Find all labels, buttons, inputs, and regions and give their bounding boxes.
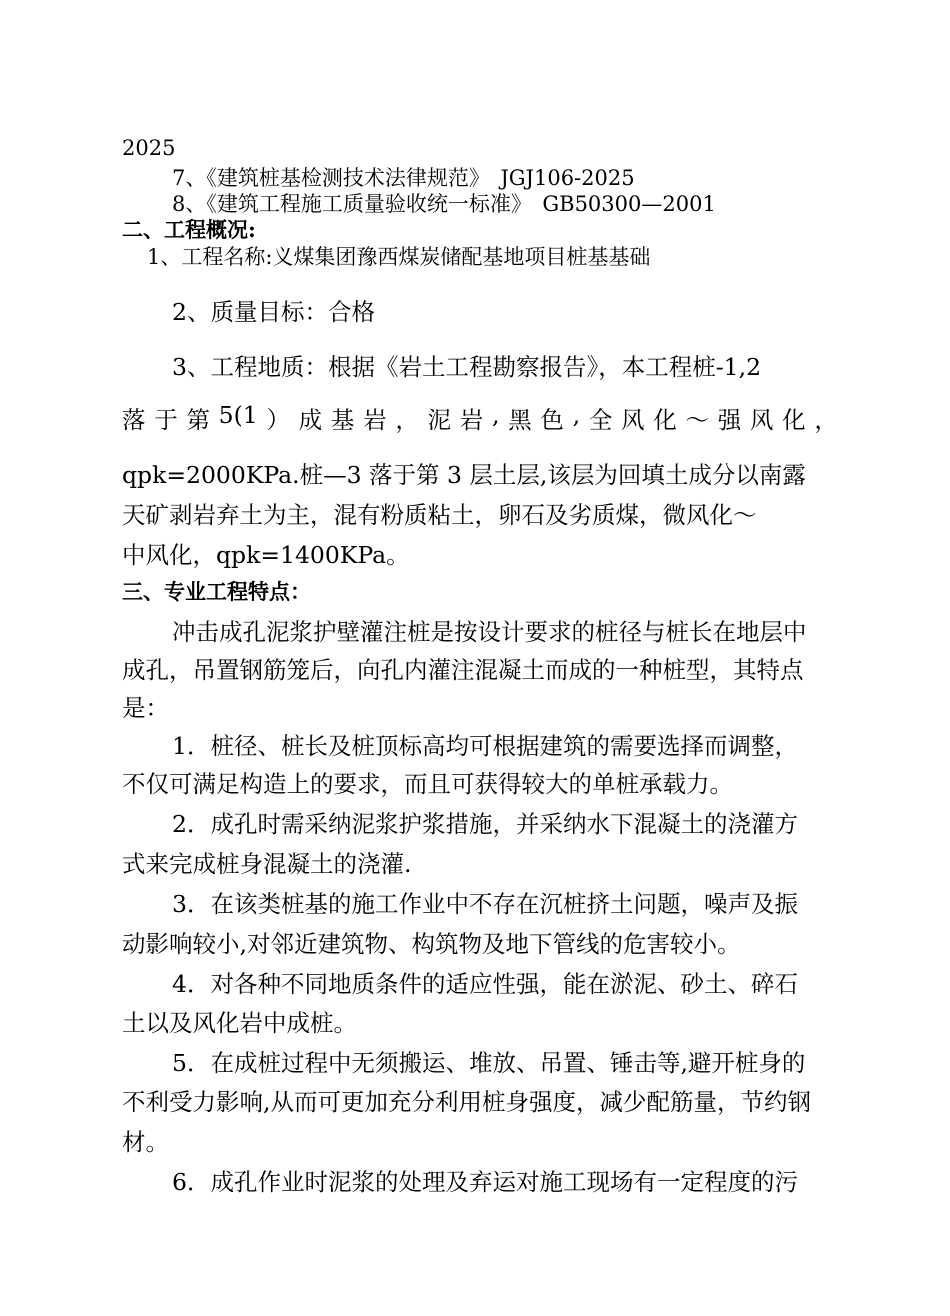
section-heading-3: 三、专业工程特点： (122, 579, 311, 604)
list-item-2-cont: 式来完成桩身混凝土的浇灌. (122, 850, 412, 878)
justified-token: ， (395, 406, 419, 434)
justified-token: 落 (122, 406, 146, 434)
justified-token: 第 (186, 406, 210, 434)
list-item-5-cont: 不利受力影响,从而可更加充分利用桩身强度，减少配筋量，节约钢 (122, 1088, 811, 1116)
text-line: 中风化，qpk=1400KPa。 (122, 541, 410, 569)
text-line: 2025 (122, 136, 176, 160)
justified-token: ， (814, 406, 838, 434)
geology-line: 3、工程地质：根据《岩土工程勘察报告》，本工程桩-1,2 (172, 353, 762, 381)
section-heading-2: 二、工程概况: (122, 217, 256, 242)
justified-token: 强 (717, 406, 742, 434)
list-item-6: 6．成孔作业时泥浆的处理及弃运对施工现场有一定程度的污 (172, 1168, 798, 1196)
list-item-2: 2．成孔时需采纳泥浆护浆措施，并采纳水下混凝土的浇灌方 (172, 810, 798, 838)
justified-token: 化 (653, 406, 677, 434)
list-item-3: 3．在该类桩基的施工作业中不存在沉桩挤土问题，噪声及振 (172, 890, 798, 918)
justified-text-line (122, 401, 838, 435)
justified-token: 成 (298, 406, 323, 434)
justified-token: 基 (330, 406, 355, 434)
list-item-5: 5．在成桩过程中无须搬运、堆放、吊置、锤击等,避开桩身的 (172, 1049, 806, 1077)
justified-token: 色 (540, 406, 564, 434)
list-item-4: 4．对各种不同地质条件的适应性强，能在淤泥、砂土、碎石 (172, 970, 798, 998)
justified-token: 5(1 (218, 401, 258, 429)
paragraph-line: 成孔，吊置钢筋笼后，向孔内灌注混凝土而成的一种桩型，其特点 (122, 656, 804, 684)
justified-token: 风 (749, 406, 774, 434)
justified-token: 风 (621, 406, 645, 434)
justified-token: 于 (154, 406, 178, 434)
quality-goal-line: 2、质量目标：合格 (172, 298, 375, 326)
justified-token: 黑 (508, 406, 532, 434)
list-item-5-cont: 材。 (122, 1128, 169, 1156)
paragraph-line: 是： (122, 694, 169, 722)
justified-token: ） (266, 406, 290, 434)
justified-token: ～ (685, 406, 709, 434)
justified-token: 岩 (363, 406, 387, 434)
reference-item-7: 7、《建筑桩基检测技术法律规范》 JGJ106-2025 (172, 166, 635, 190)
justified-token: 岩 (459, 406, 484, 434)
justified-token: 泥 (427, 406, 452, 434)
justified-token: , (491, 401, 500, 429)
justified-token: 全 (588, 406, 613, 434)
list-item-3-cont: 动影响较小,对邻近建筑物、构筑物及地下管线的危害较小。 (122, 930, 741, 958)
list-item-1-cont: 不仅可满足构造上的要求，而且可获得较大的单桩承载力。 (122, 770, 733, 798)
justified-token: , (572, 401, 581, 429)
paragraph-line: 冲击成孔泥浆护壁灌注桩是按设计要求的桩径与桩长在地层中 (172, 618, 807, 646)
text-line: 天矿剥岩弃土为主，混有粉质粘土，卵石及劣质煤，微风化～ (122, 501, 757, 529)
text-line: qpk=2000KPa.桩—3 落于第 3 层土层,该层为回填土成分以南露 (122, 461, 806, 489)
reference-item-8: 8、《建筑工程施工质量验收统一标准》 GB50300—2001 (172, 192, 716, 216)
project-name-line: 1、工程名称:义煤集团豫西煤炭储配基地项目桩基基础 (147, 245, 651, 269)
list-item-1: 1．桩径、桩长及桩顶标高均可根据建筑的需要选择而调整， (172, 732, 798, 760)
justified-token: 化 (782, 406, 806, 434)
list-item-4-cont: 土以及风化岩中成桩。 (122, 1009, 357, 1037)
